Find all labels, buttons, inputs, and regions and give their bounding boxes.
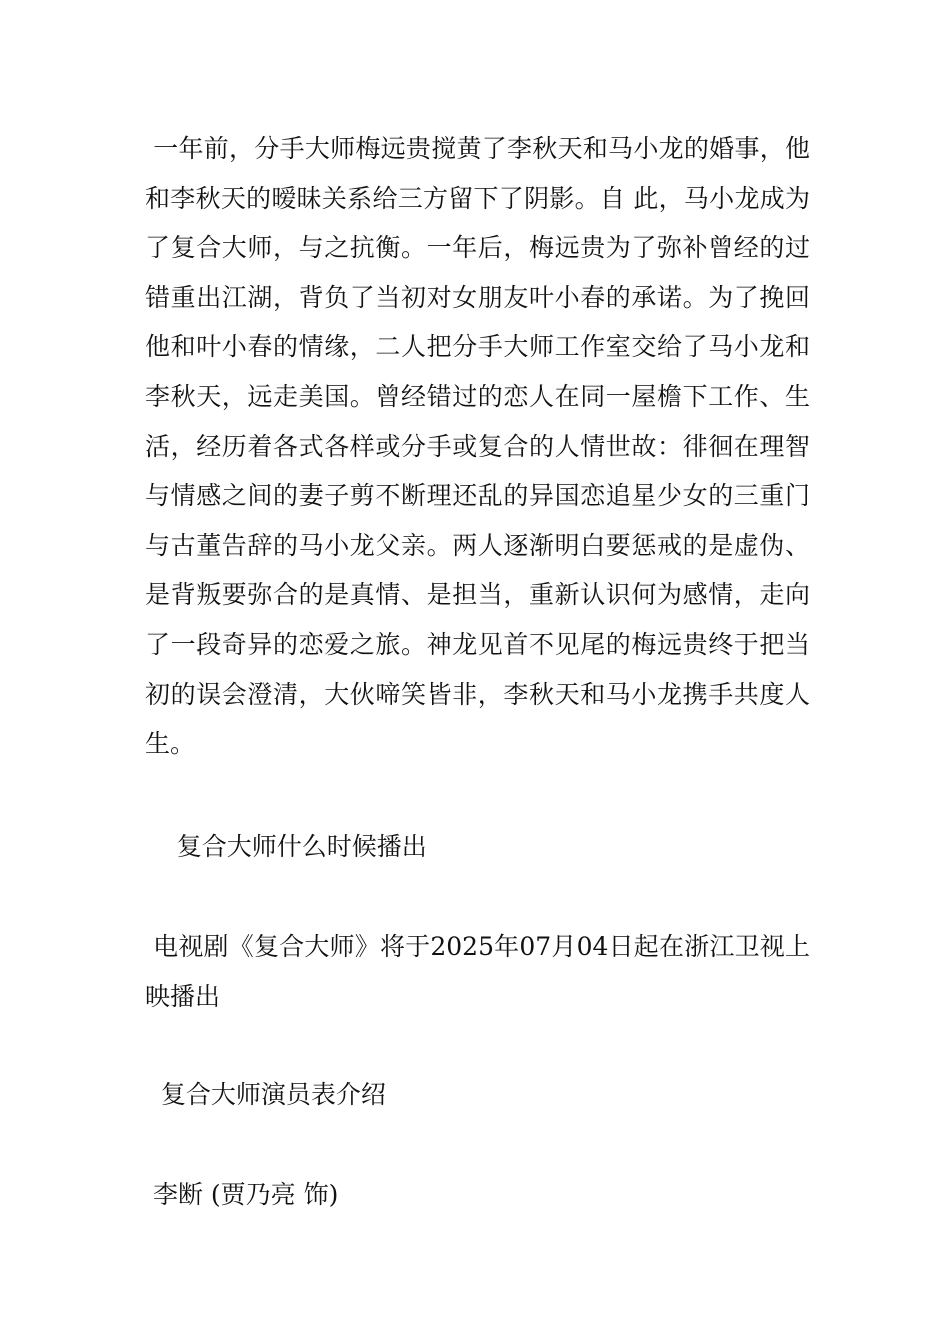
cast-heading: 复合大师演员表介绍	[145, 1080, 386, 1109]
broadcast-heading: 复合大师什么时候播出	[145, 832, 427, 861]
cast-entry: 李断 (贾乃亮 饰)	[145, 1180, 339, 1209]
broadcast-paragraph: 电视剧《复合大师》将于2025年07月04日起在浙江卫视上映播出	[145, 932, 811, 1011]
intro-paragraph: 一年前，分手大师梅远贵搅黄了李秋天和马小龙的婚事，他和李秋天的暧昧关系给三方留下了阴影。自 此，马小龙成为了复合大师，与之抗衡。一年后，梅远贵为了弥补曾经的过错重出江湖，背负了当初对女朋友叶小春的承诺。为了挽回他和叶小春的情缘，二人把分手大师工作室交给了马小龙和李秋天，远走美国。曾经错过的恋人在同一屋檐下工作、生活，经历着各式各样或分手或复合的人情世故：徘徊在理智与情感之间的妻子剪不断理还乱的异国恋追星少女的三重门与古董告辞的马小龙父亲。两人逐渐明白要惩戒的是虚伪、是背叛要弥合的是真情、是担当，重新认识何为感情，走向了一段奇异的恋爱之旅。神龙见首不见尾的梅远贵终于把当初的误会澄清，大伙啼笑皆非，李秋天和马小龙携手共度人生。	[145, 134, 810, 759]
